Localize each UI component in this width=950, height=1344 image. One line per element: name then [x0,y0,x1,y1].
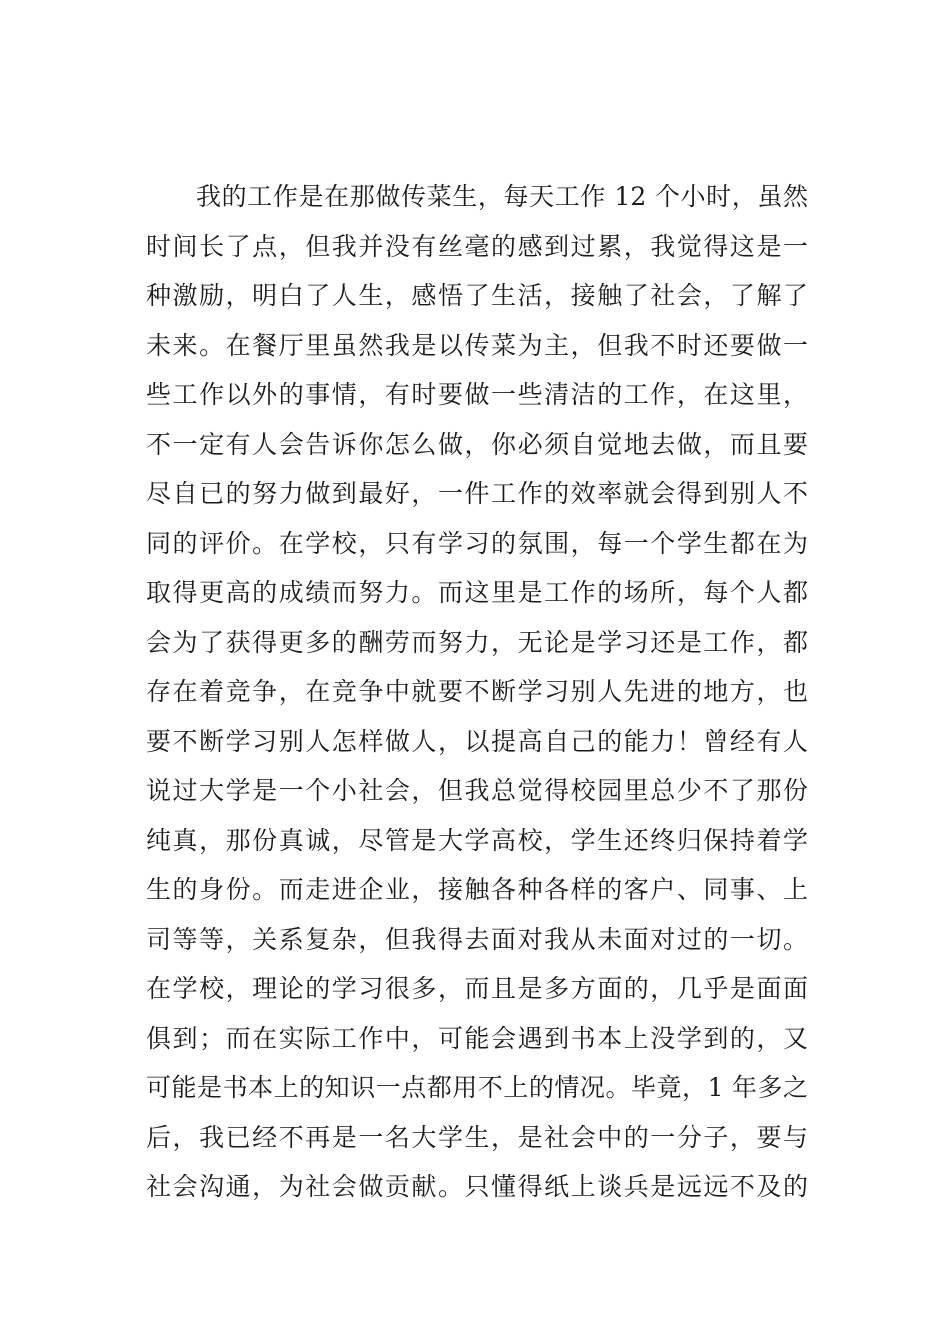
paragraph-line: 同的评价。在学校，只有学习的氛围，每一个学生都在为 [146,528,808,558]
paragraph-line: 会为了获得更多的酬劳而努力，无论是学习还是工作，都 [146,627,808,657]
paragraph-line: 纯真，那份真诚，尽管是大学高校，学生还终归保持着学 [146,825,808,855]
body-paragraph [146,172,808,1212]
paragraph-line: 不一定有人会告诉你怎么做，你必须自觉地去做，而且要 [146,429,808,459]
paragraph-line: 我的工作是在那做传菜生，每天工作 12 个小时，虽然 [196,182,808,211]
paragraph-line: 尽自已的努力做到最好，一件工作的效率就会得到别人不 [146,479,808,508]
paragraph-line: 后，我已经不再是一名大学生，是社会中的一分子，要与 [146,1122,808,1152]
paragraph-line: 时间长了点，但我并没有丝毫的感到过累，我觉得这是一 [146,231,808,261]
paragraph-line: 种激励，明白了人生，感悟了生活，接触了社会，了解了 [146,281,808,310]
paragraph-line: 些工作以外的事情，有时要做一些清洁的工作，在这里， [146,380,808,409]
paragraph-line: 社会沟通，为社会做贡献。只懂得纸上谈兵是远远不及的 [146,1172,808,1201]
paragraph-line: 要不断学习别人怎样做人，以提高自己的能力！曾经有人 [146,726,808,756]
paragraph-line: 取得更高的成绩而努力。而这里是工作的场所，每个人都 [146,578,808,607]
paragraph-line: 可能是书本上的知识一点都用不上的情况。毕竟，1 年多之 [146,1073,808,1102]
paragraph-line: 司等等，关系复杂，但我得去面对我从未面对过的一切。 [146,924,808,954]
paragraph-line: 俱到；而在实际工作中，可能会遇到书本上没学到的，又 [146,1023,808,1053]
paragraph-line: 在学校，理论的学习很多，而且是多方面的，几乎是面面 [146,974,808,1003]
paragraph-line: 说过大学是一个小社会，但我总觉得校园里总少不了那份 [146,776,808,805]
paragraph-line: 存在着竞争，在竞争中就要不断学习别人先进的地方，也 [146,677,808,706]
paragraph-line: 生的身份。而走进企业，接触各种各样的客户、同事、上 [146,875,808,904]
paragraph-line: 未来。在餐厅里虽然我是以传菜为主，但我不时还要做一 [146,330,808,360]
